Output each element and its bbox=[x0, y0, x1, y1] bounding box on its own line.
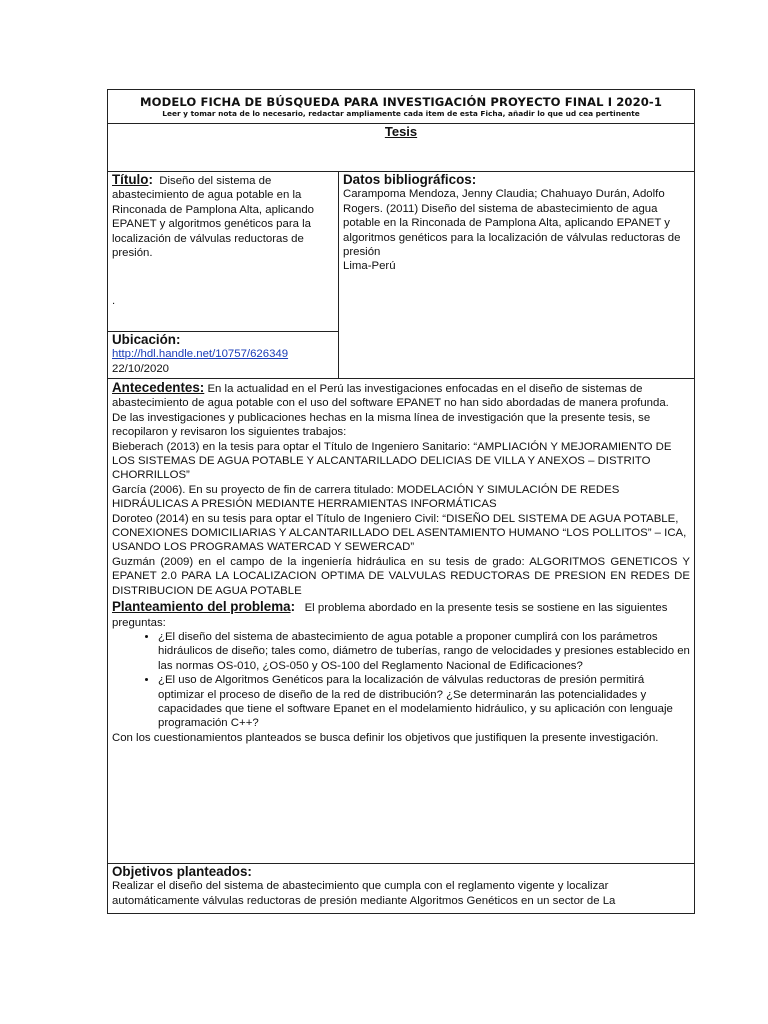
research-form-table bbox=[107, 89, 695, 914]
antecedentes-cell bbox=[108, 379, 695, 864]
datos-label: Datos bibliográficos: bbox=[343, 172, 477, 187]
ubicacion-cell bbox=[108, 332, 339, 379]
research-form-sheet bbox=[107, 89, 694, 914]
planteamiento-colon: : bbox=[290, 599, 296, 615]
header-row bbox=[108, 90, 695, 124]
ubicacion-date: 22/10/2020 bbox=[112, 362, 170, 375]
question-list bbox=[112, 630, 690, 731]
datos-cell bbox=[339, 172, 695, 379]
planteamiento-label: Planteamiento del problema bbox=[112, 599, 291, 615]
antecedentes-paragraph: De las investigaciones y publicaciones hechas en la misma línea de investigación que la presente tesis, se recopilaron y revisaron los siguientes trabajos: bbox=[112, 411, 651, 439]
title-row bbox=[108, 172, 695, 332]
section-cell bbox=[108, 124, 695, 172]
question-item: • ¿El uso de Algoritmos Genéticos para la localización de válvulas reductoras de presión permitirá optimizar el proceso de diseño de la red de distribución? ¿Se determinarán las potencialidades y capacidades que tiene el software Epanet en el modelamiento hidráulico, y su aplicación con lenguaje programación C++? bbox=[158, 673, 690, 731]
question-item: • ¿El diseño del sistema de abastecimiento de agua potable a proponer cumplirá con los parámetros hidráulicos de diseño; tales como, diámetro de tuberías, rango de velocidades y presiones establecido en las normas OS-010, ¿OS-050 y OS-100 del Reglamento Nacional de Edificaciones? bbox=[158, 630, 690, 673]
titulo-colon: : bbox=[148, 172, 153, 187]
titulo-label: Título bbox=[112, 172, 149, 187]
titulo-dot: . bbox=[112, 295, 116, 308]
form-instructions: Leer y tomar nota de lo necesario, redactar ampliamente cada item de esta Ficha, añadir lo que ud cea pertinente bbox=[162, 109, 640, 119]
form-title: MODELO FICHA DE BÚSQUEDA PARA INVESTIGACIÓN PROYECTO FINAL I 2020-1 bbox=[140, 95, 663, 109]
titulo-text: Diseño del sistema de abastecimiento de agua potable en la Rinconada de Pamplona Alta, aplicando EPANET y algoritmos genéticos para la localización de válvulas reductoras de presión. bbox=[112, 175, 315, 260]
section-title: Tesis bbox=[384, 124, 418, 139]
antecedentes-paragraph: Guzmán (2009) en el campo de la ingeniería hidráulica en su tesis de grado: ALGORITMOS GENETICOS Y EPANET 2.0 PARA LA LOCALIZACION OPTIMA DE VALVULAS REDUCTORAS DE PRESION EN REDES DE DISTRIBUCION DE AGUA POTABLE bbox=[112, 555, 691, 597]
header-cell bbox=[108, 90, 695, 124]
planteamiento-closing: Con los cuestionamientos planteados se busca definir los objetivos que justifiquen la presente investigación. bbox=[112, 731, 659, 744]
objetivos-label: Objetivos planteados: bbox=[112, 864, 252, 879]
antecedentes-row bbox=[108, 379, 695, 864]
objetivos-text: Realizar el diseño del sistema de abastecimiento que cumpla con el reglamento vigente y localizar automáticamente válvulas reductoras de presión mediante Algoritmos Genéticos en un sector de La bbox=[112, 880, 616, 907]
planteamiento-intro: El problema abordado en la presente tesis se sostiene en las siguientes preguntas: bbox=[112, 602, 668, 629]
antecedentes-paragraph: García (2006). En su proyecto de fin de carrera titulado: MODELACIÓN Y SIMULACIÓN DE REDES HIDRÁULICAS A PRESIÓN MEDIANTE HERRAMIENTAS INFORMÁTICAS bbox=[112, 483, 620, 511]
section-row bbox=[108, 124, 695, 172]
datos-text: Carampoma Mendoza, Jenny Claudia; Chahuayo Durán, Adolfo Rogers. (2011) Diseño del sistema de abastecimiento de agua potable en la Rinconada de Pamplona Alta, aplicando EPANET y algoritmos genéticos para la localización de válvulas reductoras de presión bbox=[343, 188, 681, 259]
antecedentes-label: Antecedentes: bbox=[112, 380, 205, 395]
ubicacion-link[interactable]: http://hdl.handle.net/10757/626349 bbox=[112, 348, 289, 361]
antecedentes-intro: En la actualidad en el Perú las investigaciones enfocadas en el diseño de sistemas de abastecimiento de agua potable con el uso del software EPANET no han sido abordadas de manera profunda. bbox=[112, 383, 669, 410]
objetivos-cell bbox=[108, 864, 695, 914]
ubicacion-label: Ubicación: bbox=[112, 332, 181, 347]
datos-place: Lima-Perú bbox=[343, 260, 396, 273]
objetivos-row bbox=[108, 864, 695, 914]
antecedentes-paragraph: Bieberach (2013) en la tesis para optar el Título de Ingeniero Sanitario: “AMPLIACIÓN Y MEJORAMIENTO DE LOS SISTEMAS DE AGUA POTABLE Y ALCANTARILLADO DELICIAS DE VILLA Y ANEXOS – DISTRITO CHORRILLOS” bbox=[112, 440, 672, 482]
antecedentes-paragraph: Doroteo (2014) en su tesis para optar el Título de Ingeniero Civil: “DISEÑO DEL SISTEMA DE AGUA POTABLE, CONEXIONES DOMICILIARIAS Y ALCANTARILLADO DEL ASENTAMIENTO HUMANO “LOS POLLITOS” – ICA, USANDO LOS PROGRAMAS WATERCAD Y SEWERCAD” bbox=[112, 512, 687, 554]
titulo-cell bbox=[108, 172, 339, 332]
